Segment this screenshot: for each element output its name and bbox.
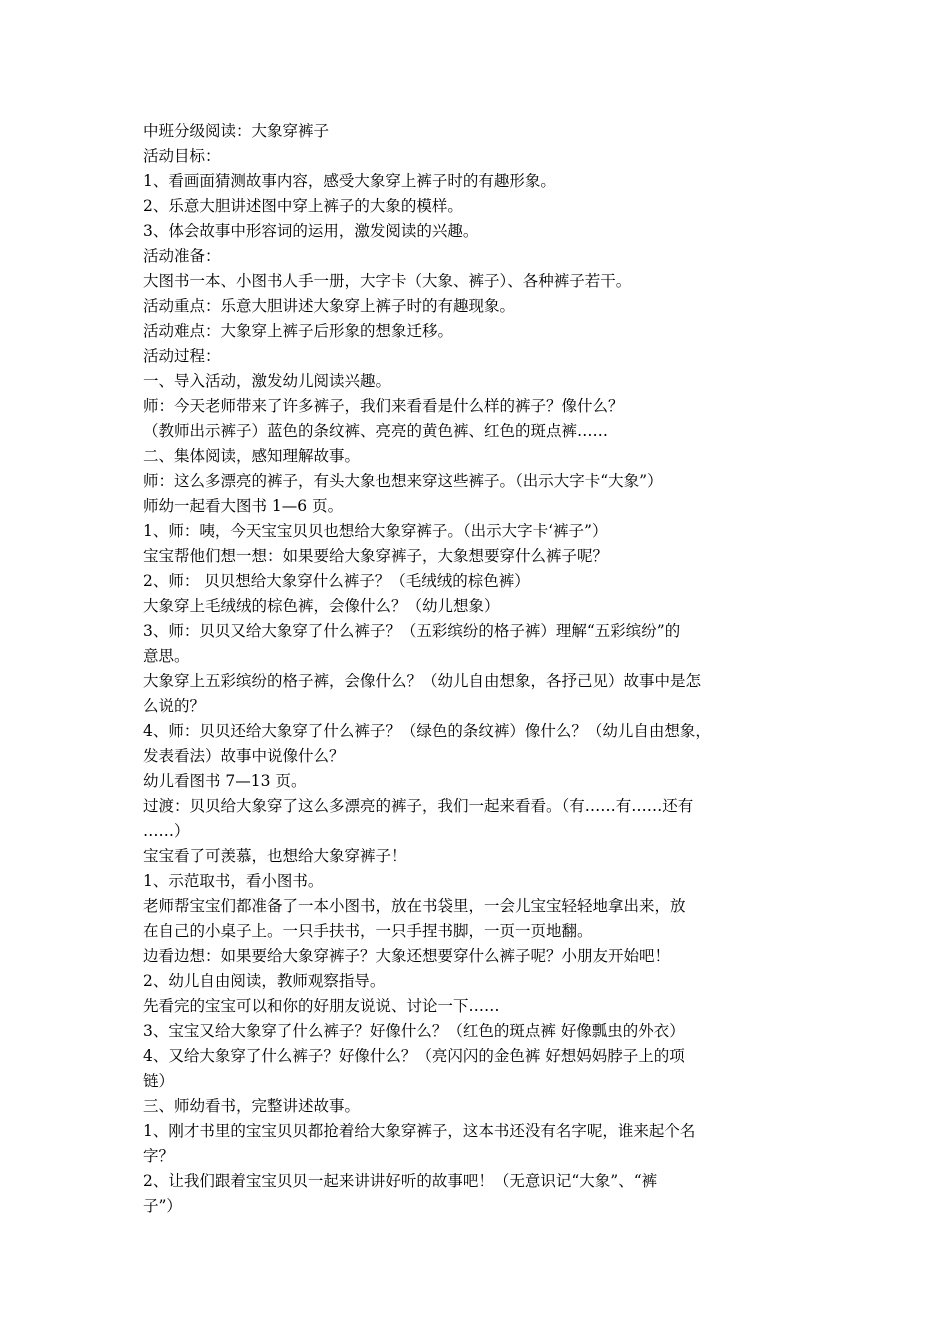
text-line: 师：这么多漂亮的裤子，有头大象也想来穿这些裤子。（出示大字卡“大象”） xyxy=(143,472,663,490)
text-line: 宝宝帮他们想一想：如果要给大象穿裤子，大象想要穿什么裤子呢？ xyxy=(143,547,609,565)
text-line: 2、师： 贝贝想给大象穿什么裤子？（毛绒绒的棕色裤） xyxy=(143,572,530,590)
text-line: 师：今天老师带来了许多裤子，我们来看看是什么样的裤子？像什么？ xyxy=(143,397,624,415)
section-heading: 活动准备： xyxy=(143,247,221,265)
text-line: 宝宝看了可羡慕，也想给大象穿裤子！ xyxy=(143,847,407,865)
text-line: 意思。 xyxy=(143,647,190,665)
text-line: 1、刚才书里的宝宝贝贝都抢着给大象穿裤子，这本书还没有名字呢，谁来起个名 xyxy=(143,1122,696,1140)
text-line: （教师出示裤子）蓝色的条纹裤、亮亮的黄色裤、红色的斑点裤…… xyxy=(143,422,609,440)
text-line: 1、示范取书，看小图书。 xyxy=(143,872,324,890)
text-line: 过渡：贝贝给大象穿了这么多漂亮的裤子，我们一起来看看。（有……有……还有 xyxy=(143,797,694,815)
text-line: 么说的？ xyxy=(143,697,206,715)
text-line: 一、导入活动，激发幼儿阅读兴趣。 xyxy=(143,372,392,390)
text-line: ……） xyxy=(143,822,190,840)
text-line: 链） xyxy=(143,1072,175,1090)
text-line: 三、师幼看书，完整讲述故事。 xyxy=(143,1097,361,1115)
text-line: 子”） xyxy=(143,1197,182,1215)
text-line: 3、体会故事中形容词的运用，激发阅读的兴趣。 xyxy=(143,222,479,240)
text-line: 4、又给大象穿了什么裤子？好像什么？（亮闪闪的金色裤 好想妈妈脖子上的项 xyxy=(143,1047,685,1065)
text-line: 大象穿上五彩缤纷的格子裤，会像什么？（幼儿自由想象，各抒己见）故事中是怎 xyxy=(143,672,702,690)
text-line: 3、师：贝贝又给大象穿了什么裤子？（五彩缤纷的格子裤）理解“五彩缤纷”的 xyxy=(143,622,681,640)
text-line: 2、乐意大胆讲述图中穿上裤子的大象的模样。 xyxy=(143,197,463,215)
text-line: 3、宝宝又给大象穿了什么裤子？好像什么？（红色的斑点裤 好像瓢虫的外衣） xyxy=(143,1022,685,1040)
text-line: 字？ xyxy=(143,1147,175,1165)
text-line: 4、师：贝贝还给大象穿了什么裤子？（绿色的条纹裤）像什么？（幼儿自由想象， xyxy=(143,722,711,740)
text-line: 幼儿看图书 7—13 页。 xyxy=(143,772,307,790)
document-title: 中班分级阅读：大象穿裤子 xyxy=(143,122,330,140)
text-line: 边看边想：如果要给大象穿裤子？大象还想要穿什么裤子呢？小朋友开始吧！ xyxy=(143,947,671,965)
text-line: 师幼一起看大图书 1—6 页。 xyxy=(143,497,344,515)
text-line: 老师帮宝宝们都准备了一本小图书，放在书袋里，一会儿宝宝轻轻地拿出来，放 xyxy=(143,897,686,915)
text-line: 活动重点：乐意大胆讲述大象穿上裤子时的有趣现象。 xyxy=(143,297,516,315)
text-line: 在自己的小桌子上。一只手扶书，一只手捏书脚，一页一页地翻。 xyxy=(143,922,593,940)
text-line: 2、让我们跟着宝宝贝贝一起来讲讲好听的故事吧！（无意识记“大象”、“裤 xyxy=(143,1172,658,1190)
text-line: 先看完的宝宝可以和你的好朋友说说、讨论一下…… xyxy=(143,997,500,1015)
section-heading: 活动目标： xyxy=(143,147,221,165)
text-line: 二、集体阅读，感知理解故事。 xyxy=(143,447,361,465)
section-heading: 活动过程： xyxy=(143,347,221,365)
text-line: 2、幼儿自由阅读，教师观察指导。 xyxy=(143,972,386,990)
text-line: 活动难点：大象穿上裤子后形象的想象迁移。 xyxy=(143,322,454,340)
text-line: 大象穿上毛绒绒的棕色裤，会像什么？（幼儿想象） xyxy=(143,597,500,615)
text-line: 发表看法）故事中说像什么？ xyxy=(143,747,345,765)
document-body xyxy=(143,119,811,1219)
text-line: 大图书一本、小图书人手一册，大字卡（大象、裤子）、各种裤子若干。 xyxy=(143,272,632,290)
text-line: 1、师：咦，今天宝宝贝贝也想给大象穿裤子。（出示大字卡‘裤子”） xyxy=(143,522,608,540)
text-line: 1、看画面猜测故事内容，感受大象穿上裤子时的有趣形象。 xyxy=(143,172,556,190)
